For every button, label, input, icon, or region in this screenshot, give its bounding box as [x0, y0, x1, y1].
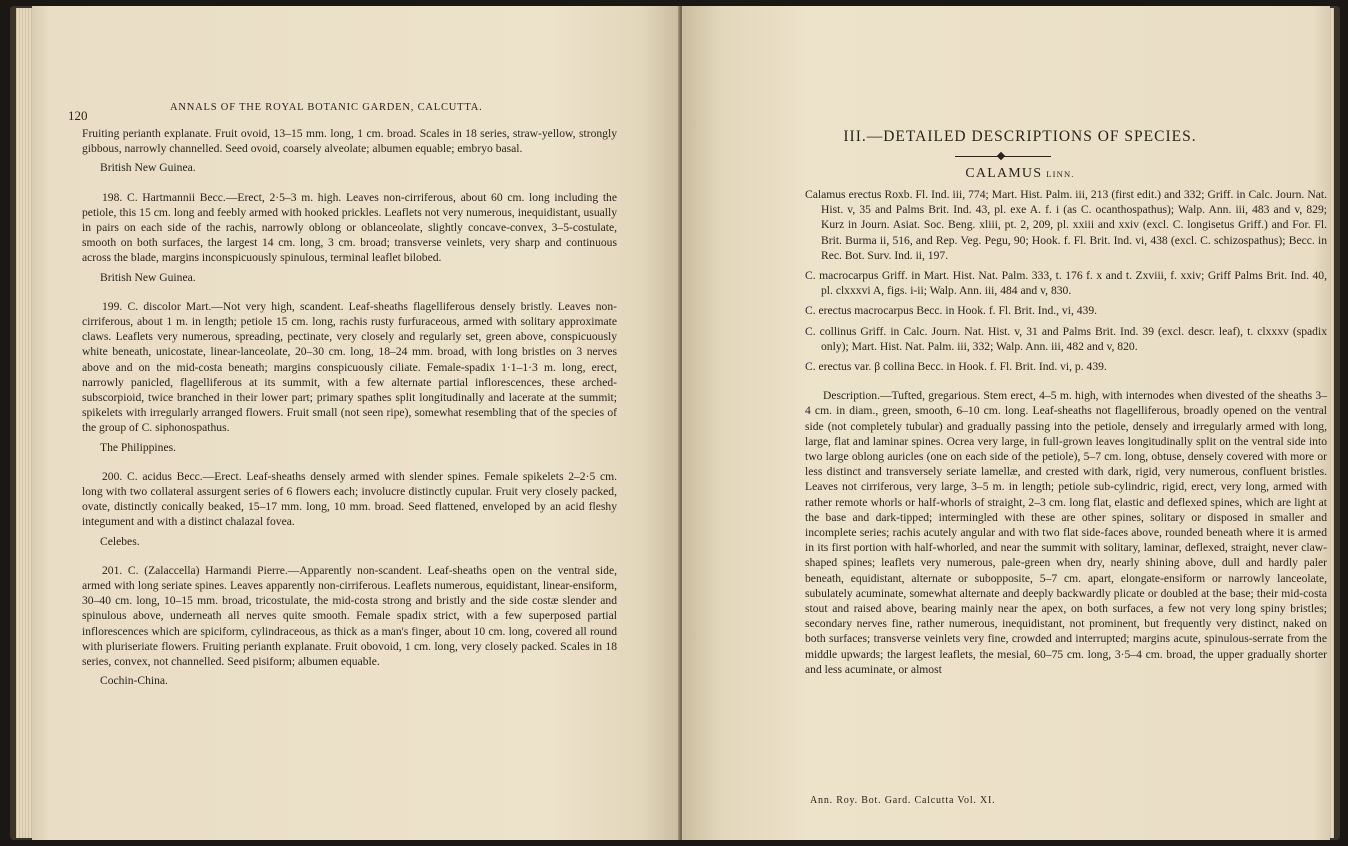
paragraph-fruiting-perianth: Fruiting perianth explanate. Fruit ovoid, 13–15 mm. long, 1 cm. broad. Scales in 18 series, straw-yellow, strongly gibbous, narrowly channelled. Seed ovoid, coarsely alveolate; albumen equable; embryo basal. [82, 127, 617, 156]
reference-collinus: C. collinus Griff. in Calc. Journ. Nat. Hist. v, 31 and Palms Brit. Ind. 39 (excl. descr. leaf), t. clxxxv (spadix only); Mart. Hist. Nat. Palm. iii, 332; Walp. Ann. iii, 482 and v, 820. [805, 324, 1327, 353]
species-200-acidus: 200. C. acidus Becc.—Erect. Leaf-sheaths densely armed with slender spines. Female spikelets 2–2·5 cm. long with two collateral assurgent series of 6 flowers each; involucre distinctly cupular. Fruit very closely packed, ovate, distinctly conically beaked, 15–17 mm. long, 10 mm. broad. Seed flattened, enveloped by an acid fleshy integument and with a distinct chalazal fovea. [82, 469, 617, 529]
species-201-harmandi: 201. C. (Zalaccella) Harmandi Pierre.—Apparently non-scandent. Leaf-sheaths open on the ventral side, armed with long seriate spines. Leaves apparently non-cirriferous. Leaflets numerous, equidistant, linear-ensiform, 30–40 cm. long, 10–15 mm. broad, tricostulate, the mid-costa strong and bristly and the side costæ slender and spinulous above, underneath all nerves quite smooth. Female spadix strict, with a few superposed partial inflorescences which are spiciform, cylindraceous, as thick as a man's finger, about 10 cm. long, covered all round with pluriseriate flowers. Fruiting perianth explanate. Fruit obovoid, 1 cm. long, very closely packed. Scales in 18 series, convex, not channelled. Seed pisiform; albumen equable. [82, 563, 617, 669]
page-number: 120 [68, 108, 88, 123]
reference-erectus-collina: C. erectus var. β collina Becc. in Hook. f. Fl. Brit. Ind. vi, p. 439. [805, 360, 1107, 374]
left-text-column [82, 126, 617, 703]
left-page-edges [16, 8, 32, 838]
locality-british-new-guinea-1: British New Guinea. [100, 161, 196, 175]
page-footer: Ann. Roy. Bot. Gard. Calcutta Vol. XI. [810, 795, 996, 806]
right-text-column [805, 187, 1327, 681]
genus-heading [820, 166, 1220, 182]
reference-calamus-erectus: Calamus erectus Roxb. Fl. Ind. iii, 774; Mart. Hist. Palm. iii, 213 (first edit.) and 332; Griff. in Calc. Journ. Nat. Hist. v, 35 and Palms Brit. Ind. 43, pl. exe A. f. i (as C. ocanthospathus); Walp. Ann. iii, 483 and v, 829; Kurz in Journ. Asiat. Soc. Beng. xliii, pt. 2, 209, pl. xxiii and xxiv (excl. C. longisetus Griff.) and For. Fl. Brit. Burma ii, 516, and Rep. Veg. Pegu, 90; Hook. f. Fl. Brit. Ind. vi, 438 (excl. C. schizospathus); Becc. in Rec. Bot. Surv. Ind. ii, 197. [805, 188, 1327, 262]
species-description: Description.—Tufted, gregarious. Stem erect, 4–5 m. high, with internodes when divested of the sheaths 3–4 cm. in diam., green, smooth, 6–10 cm. long. Leaf-sheaths not flagelliferous, broadly opened on the ventral side (not completely tubular) and gradually passing into the petiole, densely and irregularly armed with long, large, flat and laminar spines. Ocrea very large, in full-grown leaves longitudinally split on the ventral side into two large oblong auricles (one on each side of the petiole), 5–7 cm. long, obtuse, densely covered with more or less distinct and transversely seriate lamellæ, and crested with dark, rigid, very numerous, confluent bristles. Leaves not cirriferous, very large, 3–5 m. in length; petiole sub-cylindric, rigid, erect, very long, armed with rather remote whorls or half-whorls of straight, 2–3 cm. long flat, elastic and deflexed spines, which are light at the base and dark-tipped; intermingled with these are other spines, solitary or disposed in smaller and incomplete series; rachis acutely angular and with two flat side-faces above, rounded beneath where it is armed in its first portion with half-whorled, and near the summit with solitary, laminar, deflexed, straight, never claw-shaped spines; leaflets very numerous, pale-green when dry, nearly shining above, dull and hardly paler beneath, equidistant, alternate or subopposite, 5–7 cm. apart, elongate-ensiform or narrowly lanceolate, subulately acuminate, somewhat alternate and deeply backwardly plicate or doubled at the base; their mid-costa stout and raised above, bearing mainly near the apex, on both surfaces, a few not very long spiny bristles; secondary nerves fine, rather numerous, inequidistant, not prominent, but frequently very distinct, naked on both surfaces; transverse veinlets very fine, crowded and interrupted; margins acute, spinulous-serrate from the middle upwards; the largest leaflets, the mesial, 60–75 cm. long, 3·5–4 cm. broad, the upper gradually shorter and less acuminate, or almost [805, 389, 1327, 676]
reference-macrocarpus: C. macrocarpus Griff. in Mart. Hist. Nat. Palm. 333, t. 176 f. x and t. Zxviii, f. xxiv; Griff Palms Brit. Ind. 40, pl. clxxxvi A, figs. i-ii; Walp. Ann. iii, 484 and v, 830. [805, 269, 1327, 298]
species-199-discolor: 199. C. discolor Mart.—Not very high, scandent. Leaf-sheaths flagelliferous densely bristly. Leaves non-cirriferous, about 1 m. in length; petiole 15 cm. long, rachis rusty furfuraceous, armed with solitary approximate claws. Leaflets very numerous, spreading, pectinate, very closely and regularly set, green above, conspicuously white beneath, unicostate, linear-lanceolate, 20–30 cm. long, 18–24 mm. broad, with long bristles on 3 nerves above and on the mid-costa beneath; margins conspicuously ciliate. Female-spadix 1·1–1·3 m. long, erect, narrowly panicled, flagelliferous at its summit, with a few alternate partial inflorescences, these arched-subscorpioid, twice branched in their lower part; primary spathes split longitudinally and lacerate at the summit; spikelets with irregularly arranged flowers. Fruit small (not seen ripe), somewhat resembling that of the species of the group of C. siphonospathus. [82, 299, 617, 435]
reference-erectus-macrocarpus: C. erectus macrocarpus Becc. in Hook. f. Fl. Brit. Ind., vi, 439. [805, 304, 1098, 318]
ornament-rule [955, 155, 1051, 159]
locality-cochin-china: Cochin-China. [100, 674, 168, 688]
section-title: III.—DETAILED DESCRIPTIONS OF SPECIES. [843, 128, 1197, 145]
running-title: ANNALS OF THE ROYAL BOTANIC GARDEN, CALCUTTA. [170, 102, 483, 113]
locality-philippines: The Philippines. [100, 440, 176, 454]
genus-name: CALAMUS [965, 166, 1043, 181]
locality-celebes: Celebes. [100, 534, 140, 548]
genus-author: LINN. [1046, 169, 1075, 179]
species-198-hartmannii: 198. C. Hartmannii Becc.—Erect, 2·5–3 m. high. Leaves non-cirriferous, about 60 cm. long including the petiole, this 15 cm. long and feebly armed with hooked prickles. Leaflets not very numerous, inequidistant, usually in pairs on each side of the rachis, narrowly oblong or oblanceolate, slightly concave-convex, 3–5-costulate, smooth on both surfaces, the largest 14 cm. long, 3 cm. broad; transverse veinlets, very sharp and continuous across the blade, margins inconspicuously spinulous, terminal leaflet bilobed. [82, 190, 617, 265]
locality-british-new-guinea-2: British New Guinea. [100, 270, 196, 284]
